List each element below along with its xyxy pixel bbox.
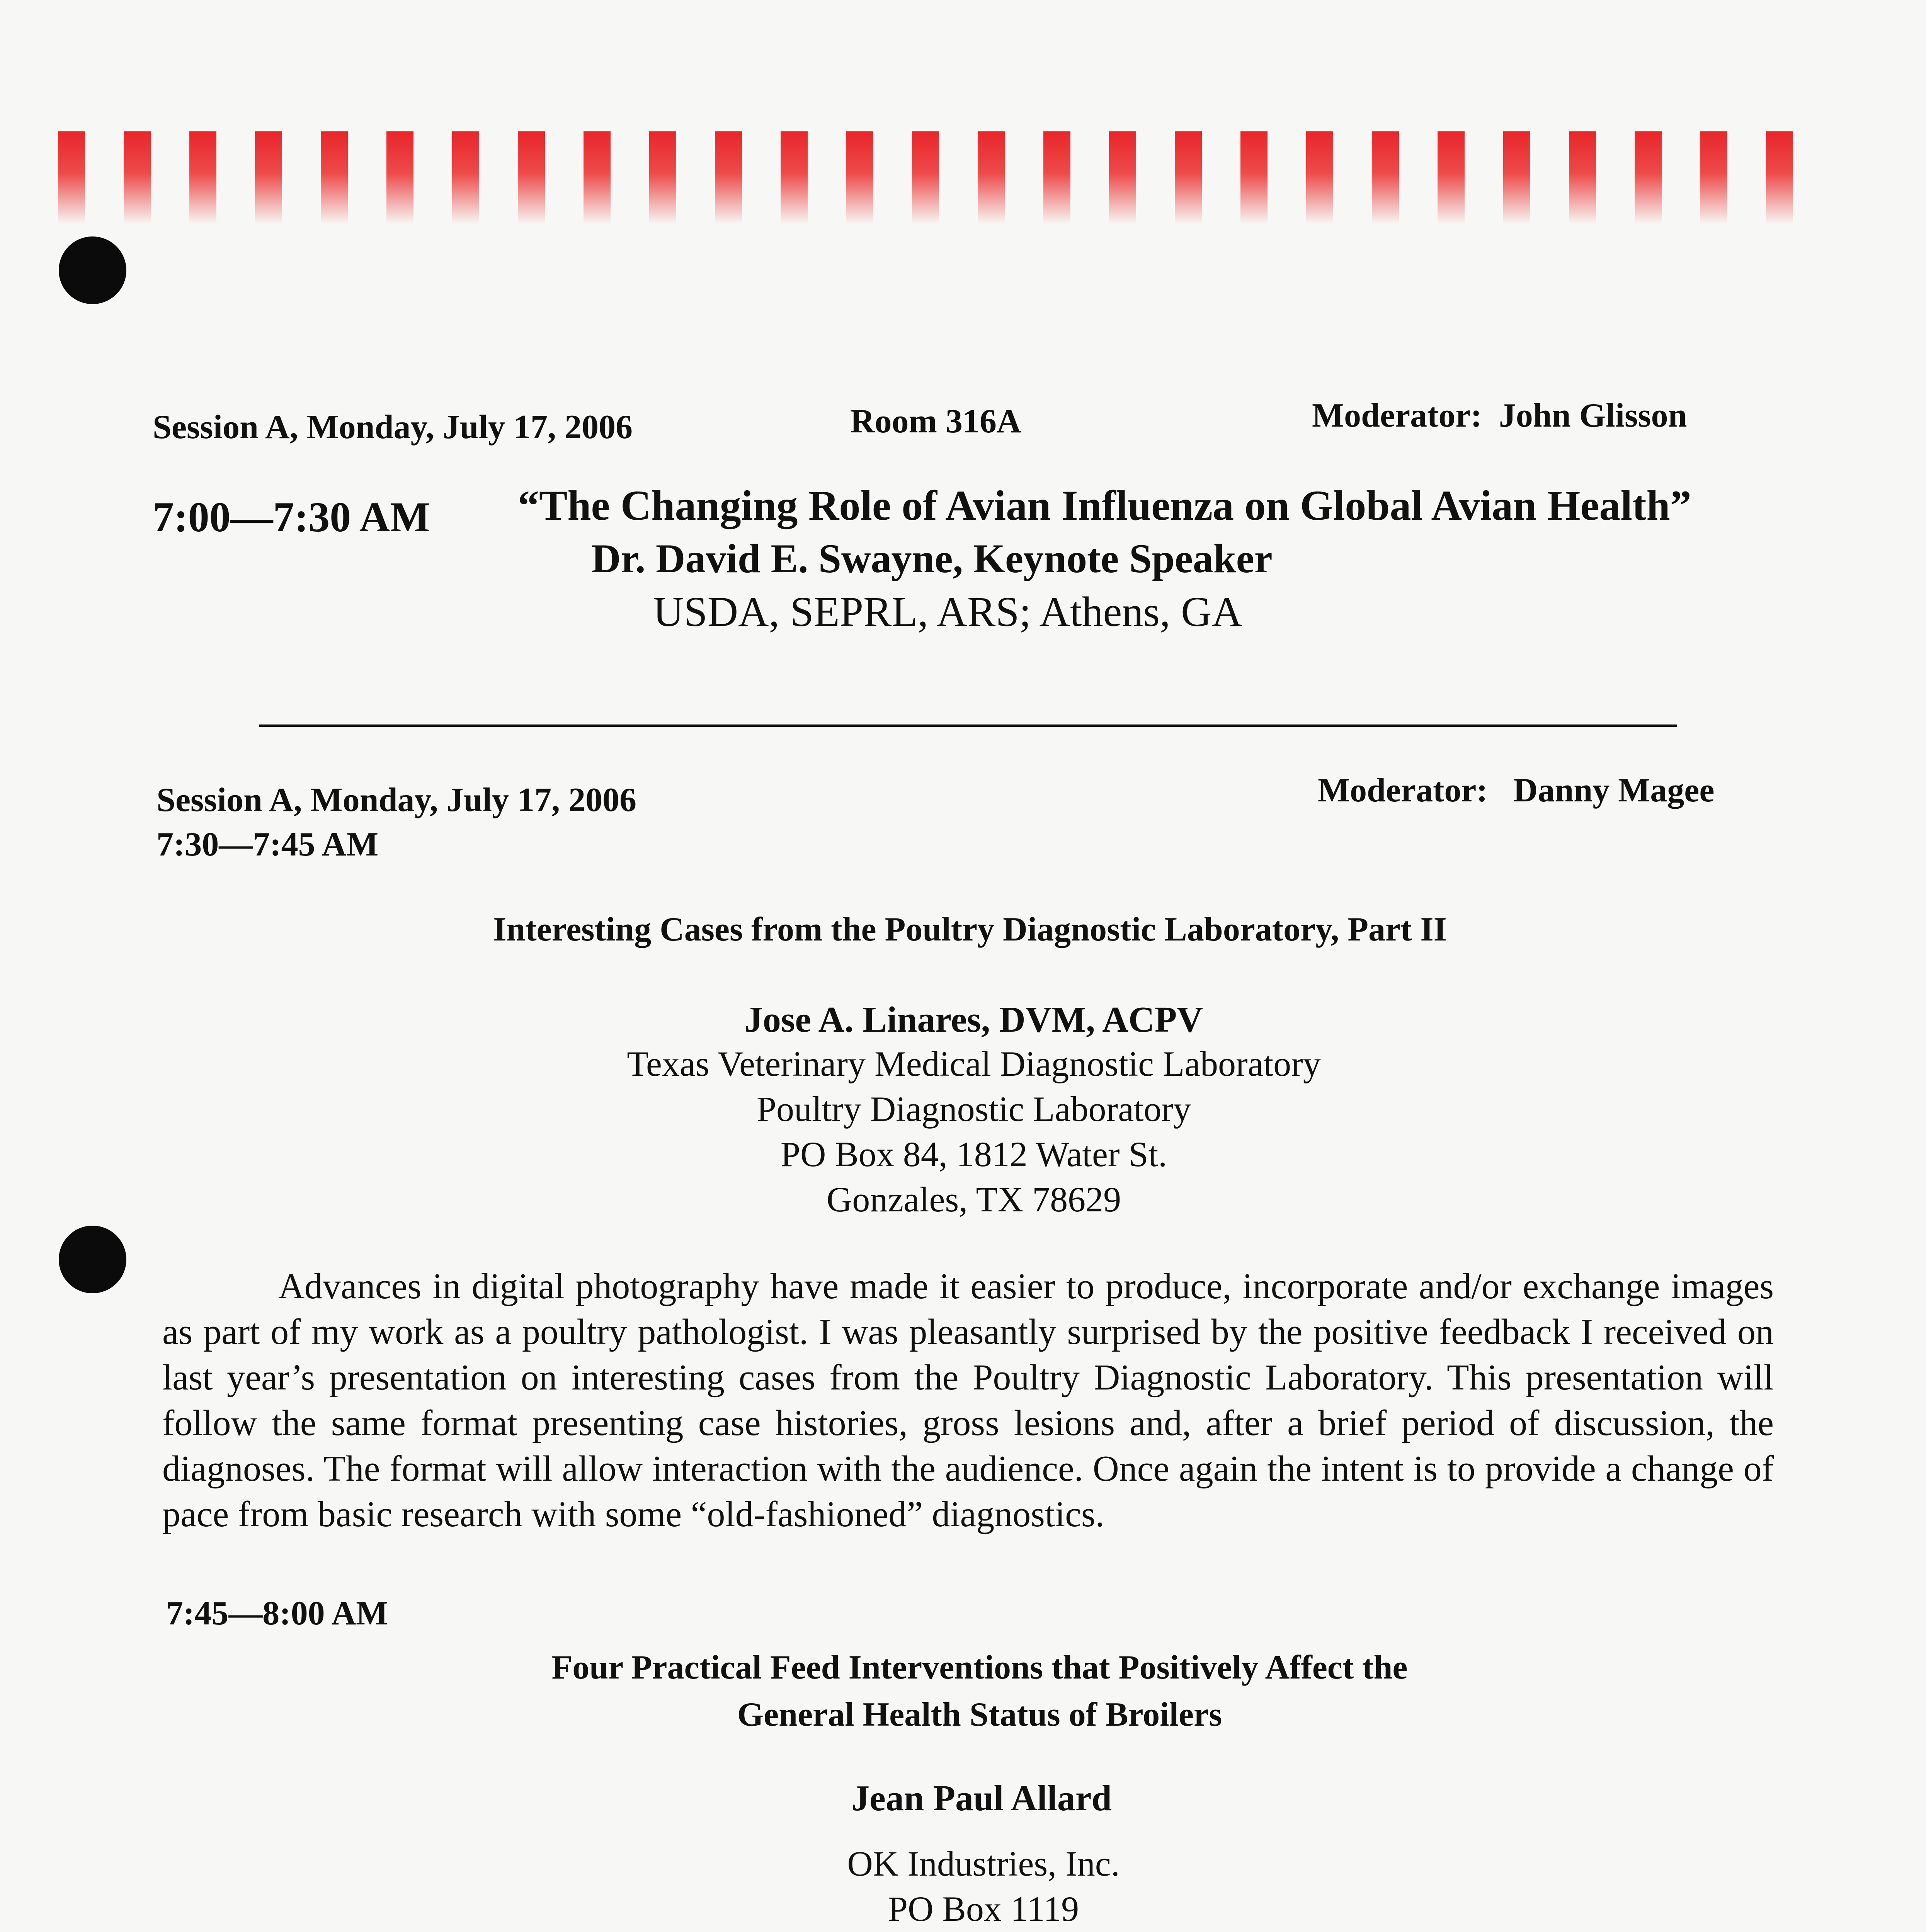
stripe-bar [1569, 131, 1596, 224]
session3-time: 7:45—8:00 AM [166, 1595, 388, 1632]
session2-heading: Session A, Monday, July 17, 2006 [157, 781, 637, 819]
address-line: Texas Veterinary Medical Diagnostic Laboratory [627, 1044, 1321, 1083]
stripe-bar [124, 131, 151, 224]
stripe-bar [1175, 131, 1202, 224]
stripe-bar [1372, 131, 1399, 224]
moderator-label: Moderator: [1318, 772, 1488, 809]
moderator-name: John Glisson [1499, 397, 1687, 434]
stripe-bar [846, 131, 873, 224]
stripe-bar [715, 131, 742, 224]
session2-address [0, 1041, 1926, 1222]
stripe-bar [1043, 131, 1070, 224]
session1-title: “The Changing Role of Avian Influenza on Global Avian Health” [518, 482, 1691, 529]
address-line: Gonzales, TX 78629 [826, 1180, 1121, 1219]
stripe-bar [1109, 131, 1136, 224]
title-line: General Health Status of Broilers [737, 1696, 1222, 1733]
stripe-bar [1700, 131, 1727, 224]
stripe-bar [781, 131, 808, 224]
stripe-bar [255, 131, 282, 224]
session1-affiliation: USDA, SEPRL, ARS; Athens, GA [653, 588, 1243, 635]
stripe-bar [1240, 131, 1268, 224]
moderator-label: Moderator: [1312, 397, 1482, 434]
stripe-bar [978, 131, 1005, 224]
stripe-bar [649, 131, 676, 224]
decorative-red-stripe [58, 131, 1805, 232]
session3-address [0, 1841, 1926, 1932]
session1-time: 7:00—7:30 AM [153, 493, 430, 541]
address-line: PO Box 84, 1812 Water St. [780, 1134, 1167, 1174]
stripe-bar [518, 131, 545, 224]
session2-title: Interesting Cases from the Poultry Diagnostic Laboratory, Part II [493, 911, 1447, 948]
stripe-bar [452, 131, 479, 224]
address-line: OK Industries, Inc. [847, 1844, 1120, 1883]
session1-moderator [1312, 396, 1687, 435]
session1-speaker: Dr. David E. Swayne, Keynote Speaker [591, 536, 1273, 581]
session2-moderator [1318, 771, 1714, 810]
title-line: Four Practical Feed Interventions that Positively Affect the [551, 1649, 1408, 1686]
stripe-bar [386, 131, 413, 224]
session2-time: 7:30—7:45 AM [157, 826, 379, 863]
moderator-name: Danny Magee [1513, 772, 1715, 809]
session2-author: Jose A. Linares, DVM, ACPV [744, 1000, 1203, 1040]
session1-room: Room 316A [850, 403, 1021, 440]
address-line: PO Box 1119 [888, 1889, 1079, 1929]
session1-heading: Session A, Monday, July 17, 2006 [153, 408, 633, 446]
stripe-bar [189, 131, 216, 224]
stripe-bar [584, 131, 611, 224]
stripe-bar [1503, 131, 1530, 224]
stripe-bar [1766, 131, 1793, 224]
session3-title [0, 1644, 1926, 1738]
stripe-bar [1635, 131, 1662, 224]
stripe-bar [1438, 131, 1465, 224]
stripe-bar [912, 131, 939, 224]
binder-hole-top [59, 236, 126, 304]
session3-author: Jean Paul Allard [851, 1778, 1112, 1818]
session2-abstract: Advances in digital photography have made it easier to produce, incorporate and/or exchange images as part of my work as a poultry pathologist. I was pleasantly surprised by the positive feedback I received on last year’s presentation on interesting cases from the Poultry Diagnostic Laboratory. This presentation will follow the same format presenting case histories, gross lesions and, after a brief period of discussion, the diagnoses. The format will allow interaction with the audience. Once again the intent is to provide a change of pace from basic research with some “old-fashioned” diagnostics. [162, 1266, 1774, 1534]
stripe-bar [1306, 131, 1333, 224]
stripe-bar [58, 131, 85, 224]
section-divider [259, 724, 1677, 727]
binder-hole-middle [59, 1226, 126, 1293]
stripe-bar [321, 131, 348, 224]
address-line: Poultry Diagnostic Laboratory [756, 1089, 1191, 1129]
